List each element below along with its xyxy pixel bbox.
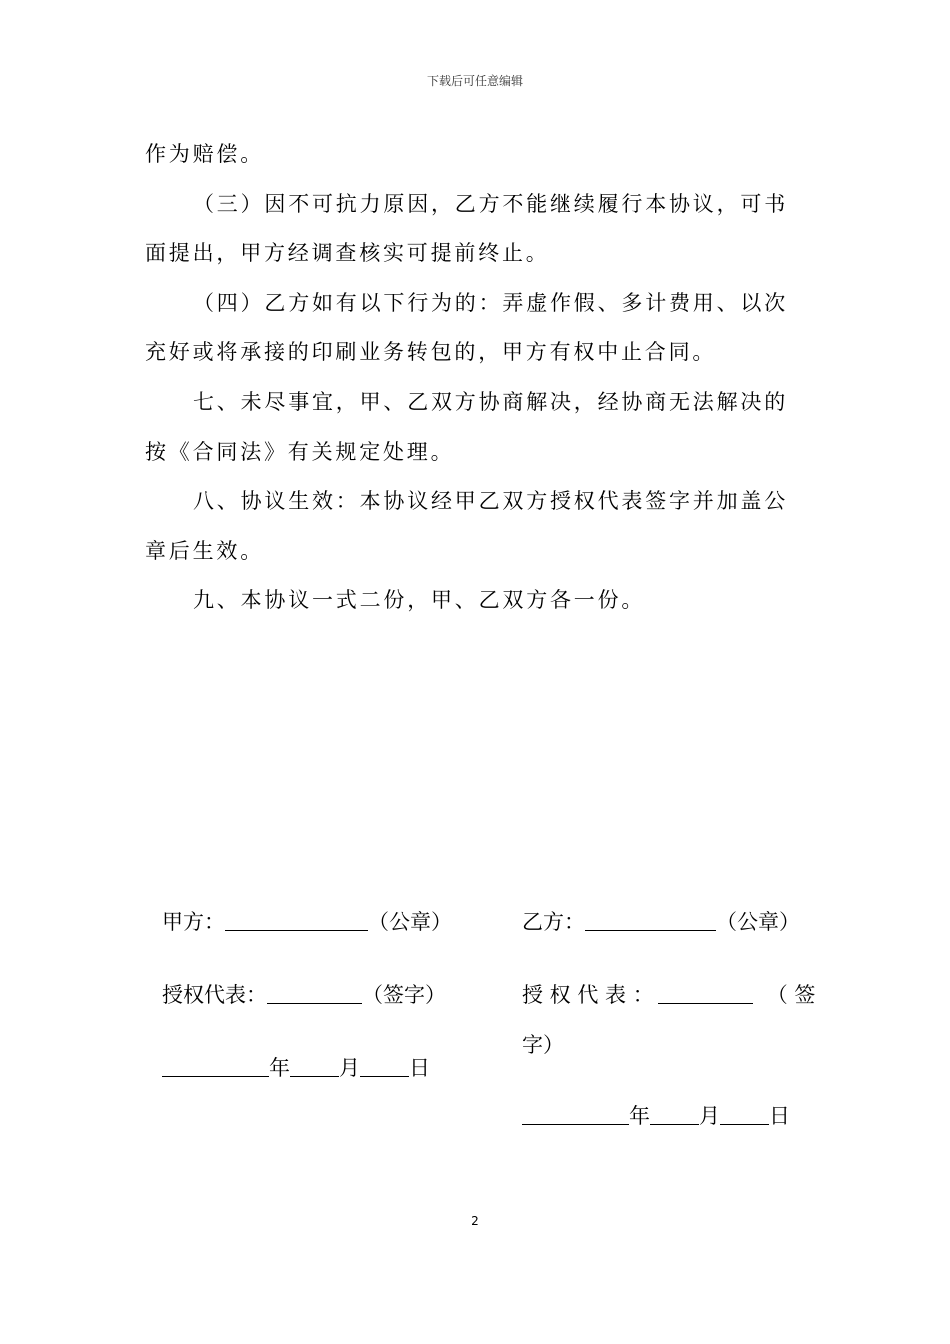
party-a-seal-line	[162, 907, 452, 937]
party-b-day-blank	[720, 1104, 769, 1125]
party-b-representative-line	[522, 980, 815, 1010]
party-a-seal-label: （公章）	[368, 910, 452, 934]
party-a-sign-label: （签字）	[362, 983, 446, 1007]
contract-body	[145, 130, 810, 626]
party-b-rep-label: 授 权 代 表 ：	[522, 983, 654, 1007]
party-b-seal-label: （公章）	[716, 910, 800, 934]
party-a-month-blank	[290, 1056, 339, 1077]
party-b-day-label: 日	[769, 1104, 790, 1128]
paragraph-force-majeure: （三）因不可抗力原因，乙方不能继续履行本协议，可书面提出，甲方经调查核实可提前终止。	[145, 191, 788, 266]
party-b-sign-label-part1: （ 签	[766, 983, 816, 1007]
party-a-day-blank	[360, 1056, 409, 1077]
party-b-sign-wrap-line	[522, 1030, 564, 1060]
page-number: 2	[471, 1214, 479, 1228]
party-b-rep-blank	[658, 983, 753, 1004]
party-a-label: 甲方：	[162, 910, 225, 934]
party-a-day-label: 日	[409, 1056, 430, 1080]
paragraph-clause-seven: 七、未尽事宜，甲、乙双方协商解决，经协商无法解决的按《合同法》有关规定处理。	[145, 389, 788, 464]
party-b-name-blank	[585, 910, 716, 931]
paragraph-violations: （四）乙方如有以下行为的：弄虚作假、多计费用、以次充好或将承接的印刷业务转包的，甲方有权中止合同。	[145, 290, 788, 365]
party-b-year-blank	[522, 1104, 629, 1125]
party-a-date-line	[162, 1053, 430, 1083]
party-b-month-label: 月	[699, 1104, 720, 1128]
party-a-year-blank	[162, 1056, 269, 1077]
party-b-month-blank	[650, 1104, 699, 1125]
party-b-sign-label-part2: 字）	[522, 1033, 564, 1057]
page-header-note: 下载后可任意编辑	[426, 74, 523, 88]
party-b-label: 乙方：	[522, 910, 585, 934]
party-a-name-blank	[225, 910, 368, 931]
party-b-year-label: 年	[629, 1104, 650, 1128]
party-a-month-label: 月	[339, 1056, 360, 1080]
party-a-rep-blank	[267, 983, 362, 1004]
paragraph-clause-nine: 九、本协议一式二份，甲、乙双方各一份。	[193, 588, 646, 613]
party-b-seal-line	[522, 907, 800, 937]
party-a-year-label: 年	[269, 1056, 290, 1080]
party-b-date-line	[522, 1101, 790, 1131]
party-a-representative-line	[162, 980, 446, 1010]
party-a-rep-label: 授权代表：	[162, 983, 267, 1007]
paragraph-compensation-end: 作为赔偿。	[145, 142, 264, 166]
paragraph-clause-eight: 八、协议生效：本协议经甲乙双方授权代表签字并加盖公章后生效。	[145, 489, 788, 563]
